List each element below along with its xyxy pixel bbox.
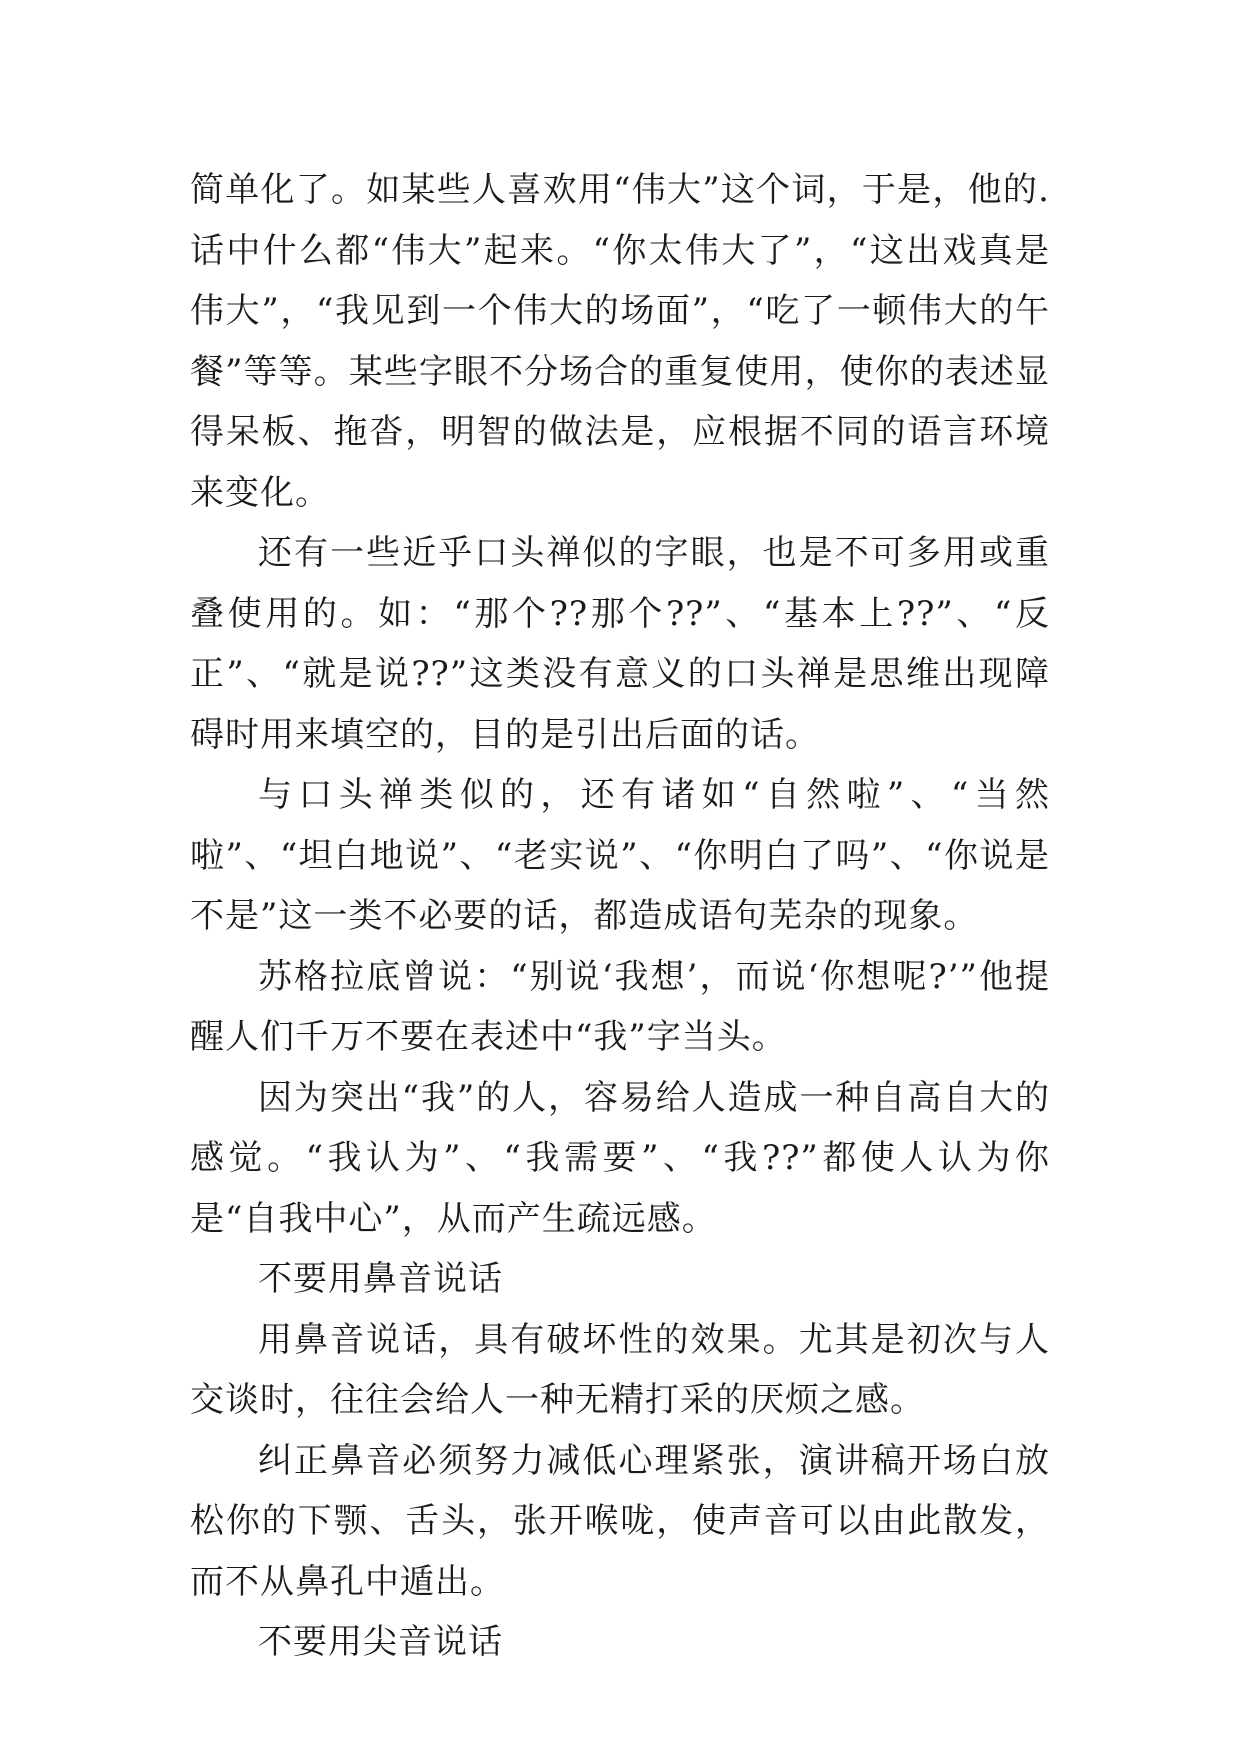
section-heading-nasal: 不要用鼻音说话 [258, 1259, 503, 1299]
paragraph-nasal-effect: 用鼻音说话，具有破坏性的效果。尤其是初次与人交谈时，往往会给人一种无精打采的厌烦之感。 [190, 1319, 1050, 1420]
paragraph-filler-words: 还有一些近乎口头禅似的字眼，也是不可多用或重叠使用的。如：“那个??那个??”、“基本上??”、“反正”、“就是说??”这类没有意义的口头禅是思维出现障碍时用来填空的，目的是引出后面的话。 [190, 533, 1050, 755]
paragraph-similar-phrases: 与口头禅类似的，还有诸如“自然啦”、“当然啦”、“坦白地说”、“老实说”、“你明白了吗”、“你说是不是”这一类不必要的话，都造成语句芜杂的现象。 [190, 775, 1050, 936]
paragraph-self-centered: 因为突出“我”的人，容易给人造成一种自高自大的感觉。“我认为”、“我需要”、“我??”都使人认为你是“自我中心”，从而产生疏远感。 [190, 1077, 1050, 1239]
section-heading-shrill: 不要用尖音说话 [258, 1622, 503, 1662]
paragraph-continuation: 简单化了。如某些人喜欢用“伟大”这个词，于是，他的.话中什么都“伟大”起来。“你太伟大了”，“这出戏真是伟大”，“我见到一个伟大的场面”，“吃了一顿伟大的午餐”等等。某些字眼不分场合的重复使用，使你的表述显得呆板、拖沓，明智的做法是，应根据不同的语言环境来变化。 [190, 170, 1050, 513]
paragraph-nasal-correction: 纠正鼻音必须努力减低心理紧张，演讲稿开场白放松你的下颚、舌头，张开喉咙，使声音可以由此散发，而不从鼻孔中遁出。 [190, 1440, 1050, 1602]
paragraph-socrates-quote: 苏格拉底曾说：“别说‘我想’，而说‘你想呢?’”他提醒人们千万不要在表述中“我”字当头。 [190, 956, 1050, 1057]
document-body [190, 160, 1050, 1673]
